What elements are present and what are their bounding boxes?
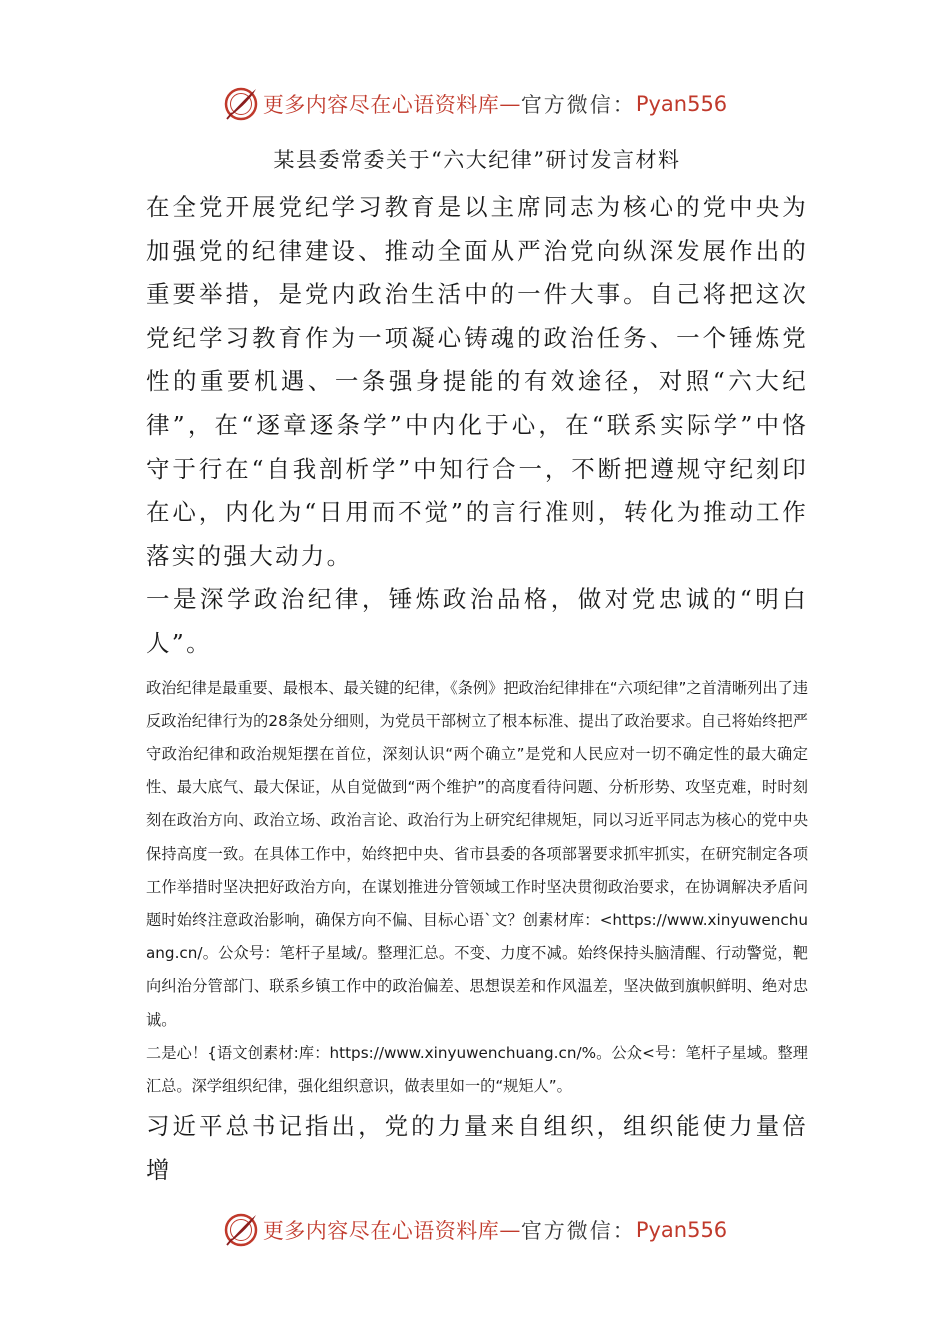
banner-wechat-label: 官方微信：	[520, 93, 636, 117]
banner-brand: 更多内容尽在心语资料库	[262, 93, 500, 117]
header-banner	[0, 84, 950, 124]
banner-brand: 更多内容尽在心语资料库	[262, 1219, 500, 1243]
footer-banner	[0, 1210, 950, 1250]
banner-dash: —	[499, 1218, 521, 1242]
document-title: 某县委常委关于“六大纪律”研讨发言材料	[273, 148, 681, 172]
body-paragraph-three: 习近平总书记指出，党的力量来自组织，组织能使力量倍增	[146, 1112, 808, 1184]
banner-handle: Pyan556	[635, 1218, 728, 1242]
body-paragraph-two: 二是心！{语文创素材:库：https://www.xinyuwenchuang.cn/%。公众<号：笔杆子星域。整理汇总。深学组织纪律，强化组织意识，做表里如一的“规矩人”。	[146, 1043, 808, 1095]
intro-paragraph: 在全党开展党纪学习教育是以主席同志为核心的党中央为加强党的纪律建设、推动全面从严治党向纵深发展作出的重要举措，是党内政治生活中的一件大事。自己将把这次党纪学习教育作为一项凝心铸魂的政治任务、一个锤炼党性的重要机遇、一条强身提能的有效途径，对照“六大纪律”，在“逐章逐条学”中内化于心，在“联系实际学”中恪守于行在“自我剖析学”中知行合一，不断把遵规守纪刻印在心，内化为“日用而不觉”的言行准则，转化为推动工作落实的强大动力。	[146, 193, 808, 570]
document-body	[146, 140, 808, 1192]
body-paragraph-one: 政治纪律是最重要、最根本、最关键的纪律，《条例》把政治纪律排在“六项纪律”之首清晰列出了违反政治纪律行为的28条处分细则，为党员干部树立了根本标准、提出了政治要求。自己将始终把严守政治纪律和政治规矩摆在首位，深刻认识“两个确立”是党和人民应对一切不确定性的最大确定性、最大底气、最大保证，从自觉做到“两个维护”的高度看待问题、分析形势、攻坚克难，时时刻刻在政治方向、政治立场、政治言论、政治行为上研究纪律规矩，同以习近平同志为核心的党中央保持高度一致。在具体工作中，始终把中央、省市县委的各项部署要求抓牢抓实，在研究制定各项工作举措时坚决把好政治方向，在谋划推进分管领域工作时坚决贯彻政治要求，在协调解决矛盾问题时始终注意政治影响，确保方向不偏、目标心语`文？创素材库：<https://www.xinyuwenchuang.cn/。公众号：笔杆子星域/。整理汇总。不变、力度不减。始终保持头脑清醒、行动警觉，靶向纠治分管部门、联系乡镇工作中的政治偏差、思想误差和作风温差，坚决做到旗帜鲜明、绝对忠诚。	[146, 678, 808, 1029]
banner-wechat-label: 官方微信：	[520, 1219, 636, 1243]
quill-logo-icon	[223, 1212, 259, 1248]
banner-handle: Pyan556	[635, 92, 728, 116]
quill-logo-icon	[223, 86, 259, 122]
banner-dash: —	[499, 92, 521, 116]
section-heading-one: 一是深学政治纪律，锤炼政治品格，做对党忠诚的“明白人”。	[146, 585, 808, 657]
